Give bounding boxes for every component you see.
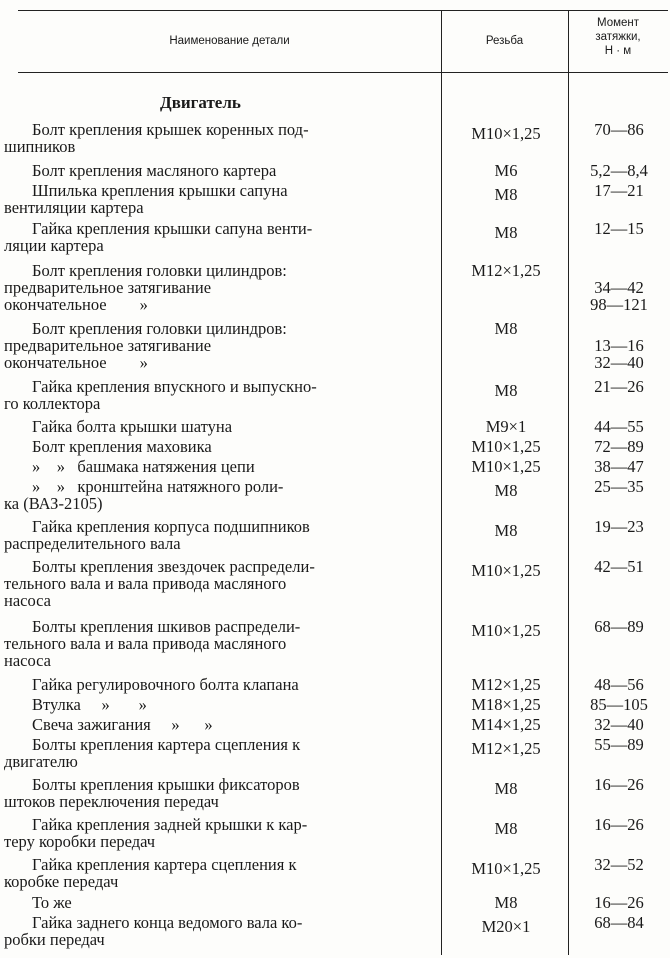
torque-value — [570, 320, 668, 371]
torque-value — [570, 716, 668, 733]
header-thread: Резьба — [485, 35, 524, 47]
torque-value — [570, 418, 668, 435]
column-divider-1 — [441, 10, 442, 955]
thread-size-line: M8 — [494, 521, 518, 540]
torque-value-line — [570, 320, 668, 337]
torque-value — [570, 121, 668, 138]
part-name — [32, 458, 422, 475]
part-name-line: Болт крепления головки цилиндров: — [32, 319, 287, 338]
torque-value-line: 16—26 — [594, 815, 644, 834]
part-name — [4, 477, 422, 513]
part-name-line: го коллектора — [4, 394, 101, 413]
thread-size — [444, 562, 568, 579]
torque-value — [570, 162, 668, 179]
torque-value — [570, 618, 668, 635]
header-torque — [568, 16, 668, 58]
part-name — [4, 855, 422, 891]
torque-value — [570, 776, 668, 793]
part-name-line: То же — [32, 893, 72, 912]
table-header-border — [18, 72, 668, 73]
thread-size — [444, 224, 568, 241]
part-name-line: тельного вала и вала привода масляного — [4, 574, 287, 593]
thread-size-line: M8 — [494, 893, 518, 912]
thread-size — [444, 860, 568, 877]
thread-size-line: M8 — [494, 223, 518, 242]
section-title: Двигатель — [160, 93, 241, 112]
thread-size — [444, 482, 568, 499]
torque-value-line: 68—89 — [594, 617, 644, 636]
thread-size — [444, 162, 568, 179]
torque-value-line: 44—55 — [594, 417, 644, 436]
torque-value-line: 19—23 — [594, 517, 644, 536]
torque-value-line: 38—47 — [594, 457, 644, 476]
thread-size — [444, 820, 568, 837]
header-torque-line2: затяжки, — [595, 31, 641, 43]
part-name — [32, 438, 422, 455]
torque-value-line: 16—26 — [594, 775, 644, 794]
part-name-line: вентиляции картера — [4, 198, 144, 217]
part-name-line: Шпилька крепления крышки сапуна — [32, 181, 288, 200]
thread-size-line: M10×1,25 — [471, 561, 541, 580]
torque-value-line: 12—15 — [594, 219, 644, 238]
torque-value-line: 32—40 — [594, 715, 644, 734]
thread-size — [444, 320, 568, 337]
torque-value — [570, 262, 668, 313]
thread-size-line: M12×1,25 — [471, 675, 541, 694]
part-name — [4, 319, 422, 372]
thread-size-line: M8 — [494, 185, 518, 204]
part-name-line: ляции картера — [4, 236, 104, 255]
thread-size — [444, 894, 568, 911]
torque-value — [570, 914, 668, 931]
torque-value-line: 21—26 — [594, 377, 644, 396]
torque-value-line: 42—51 — [594, 557, 644, 576]
thread-size — [444, 262, 568, 279]
part-name-line: Гайка крепления впускного и выпускно- — [32, 377, 317, 396]
thread-size — [444, 438, 568, 455]
part-name-line: Гайка крепления корпуса подшипников — [32, 517, 310, 536]
thread-size — [444, 186, 568, 203]
part-name — [32, 696, 422, 713]
thread-size-line: M8 — [494, 319, 518, 338]
thread-size — [444, 125, 568, 142]
part-name — [4, 377, 422, 413]
thread-size-line: M14×1,25 — [471, 715, 541, 734]
header-name: Наименование детали — [169, 35, 290, 47]
thread-size — [444, 622, 568, 639]
torque-value-line — [570, 262, 668, 279]
thread-size — [444, 740, 568, 757]
part-name — [4, 120, 422, 156]
thread-size — [444, 418, 568, 435]
thread-size — [444, 522, 568, 539]
torque-value-line: 13—16 — [594, 336, 644, 355]
torque-value — [570, 558, 668, 575]
thread-size-line: M10×1,25 — [471, 859, 541, 878]
part-name-line: Болт крепления маховика — [32, 437, 212, 456]
part-name — [4, 913, 422, 949]
part-name-line: коробке передач — [4, 872, 119, 891]
thread-size-line: M8 — [494, 819, 518, 838]
thread-size — [444, 676, 568, 693]
part-name-line: Болты крепления шкивов распредели- — [32, 617, 301, 636]
torque-value-line: 25—35 — [594, 477, 644, 496]
torque-value — [570, 478, 668, 495]
thread-size-line: M9×1 — [485, 417, 527, 436]
thread-size-line: M20×1 — [481, 917, 531, 936]
thread-size-line: M12×1,25 — [471, 739, 541, 758]
thread-size-line: M8 — [494, 481, 518, 500]
torque-value-line: 16—26 — [594, 893, 644, 912]
part-name — [4, 815, 422, 851]
torque-value — [570, 816, 668, 833]
part-name — [32, 418, 422, 435]
torque-value-line: 17—21 — [594, 181, 644, 200]
part-name-line: штоков переключения передач — [4, 792, 219, 811]
thread-size — [444, 716, 568, 733]
part-name — [4, 735, 422, 771]
part-name-line: окончательное » — [4, 353, 148, 372]
part-name-line: Гайка крепления задней крышки к кар- — [32, 815, 308, 834]
thread-size-line: M6 — [494, 161, 518, 180]
part-name-line: Болт крепления крышек коренных под- — [32, 120, 309, 139]
part-name — [4, 219, 422, 255]
header-torque-line3: Н · м — [604, 45, 632, 57]
part-name — [4, 181, 422, 217]
torque-value — [570, 696, 668, 713]
column-divider-2 — [568, 10, 569, 955]
part-name-line: Гайка крепления картера сцепления к — [32, 855, 297, 874]
part-name — [4, 775, 422, 811]
thread-size — [444, 382, 568, 399]
part-name — [4, 617, 422, 670]
part-name — [32, 162, 422, 179]
part-name-line: Втулка » » — [32, 695, 147, 714]
part-name-line: Болт крепления масляного картера — [32, 161, 277, 180]
torque-value — [570, 182, 668, 199]
torque-value — [570, 458, 668, 475]
thread-size-line: M12×1,25 — [471, 261, 541, 280]
part-name-line: робки передач — [4, 930, 105, 949]
torque-value-line: 5,2—8,4 — [590, 161, 648, 180]
part-name — [4, 557, 422, 610]
torque-value-line: 85—105 — [590, 695, 648, 714]
torque-value — [570, 736, 668, 753]
part-name-line: Болты крепления звездочек распредели- — [32, 557, 315, 576]
part-name-line: Свеча зажигания » » — [32, 715, 213, 734]
part-name-line: ка (ВАЗ-2105) — [4, 494, 103, 513]
part-name-line: тельного вала и вала привода масляного — [4, 634, 287, 653]
part-name-line: распределительного вала — [4, 534, 181, 553]
part-name-line: Гайка регулировочного болта клапана — [32, 675, 299, 694]
torque-value-line: 70—86 — [594, 120, 644, 139]
torque-value-line: 55—89 — [594, 735, 644, 754]
thread-size — [444, 918, 568, 935]
torque-value — [570, 894, 668, 911]
part-name-line: двигателю — [4, 752, 78, 771]
torque-value-line: 32—52 — [594, 855, 644, 874]
thread-size-line: M10×1,25 — [471, 124, 541, 143]
torque-value-line: 98—121 — [590, 295, 648, 314]
torque-value-line: 32—40 — [594, 353, 644, 372]
part-name-line: Болты крепления крышки фиксаторов — [32, 775, 300, 794]
torque-value-line: 72—89 — [594, 437, 644, 456]
thread-size-line: M8 — [494, 779, 518, 798]
torque-value — [570, 518, 668, 535]
torque-value — [570, 220, 668, 237]
torque-value — [570, 856, 668, 873]
part-name-line: окончательное » — [4, 295, 148, 314]
torque-value-line: 48—56 — [594, 675, 644, 694]
part-name-line: Гайка крепления крышки сапуна венти- — [32, 219, 313, 238]
part-name-line: Гайка болта крышки шатуна — [32, 417, 233, 436]
table-top-border — [18, 10, 668, 11]
part-name-line: » » башмака натяжения цепи — [32, 457, 255, 476]
part-name — [4, 261, 422, 314]
header-torque-line1: Момент — [596, 17, 640, 29]
part-name — [32, 716, 422, 733]
thread-size — [444, 696, 568, 713]
part-name — [32, 676, 422, 693]
part-name-line: » » кронштейна натяжного роли- — [32, 477, 284, 496]
thread-size-line: M8 — [494, 381, 518, 400]
part-name-line: Болт крепления головки цилиндров: — [32, 261, 287, 280]
part-name-line: насоса — [4, 591, 51, 610]
torque-value — [570, 378, 668, 395]
part-name-line: шипников — [4, 137, 76, 156]
torque-value-line: 34—42 — [594, 278, 644, 297]
part-name-line: предварительное затягивание — [4, 336, 212, 355]
thread-size — [444, 780, 568, 797]
part-name-line: теру коробки передач — [4, 832, 156, 851]
part-name — [32, 894, 422, 911]
part-name-line: насоса — [4, 651, 51, 670]
thread-size — [444, 458, 568, 475]
thread-size-line: M10×1,25 — [471, 621, 541, 640]
torque-value-line: 68—84 — [594, 913, 644, 932]
part-name — [4, 517, 422, 553]
thread-size-line: M10×1,25 — [471, 437, 541, 456]
torque-value — [570, 438, 668, 455]
part-name-line: Болты крепления картера сцепления к — [32, 735, 301, 754]
part-name-line: предварительное затягивание — [4, 278, 212, 297]
thread-size-line: M10×1,25 — [471, 457, 541, 476]
torque-value — [570, 676, 668, 693]
part-name-line: Гайка заднего конца ведомого вала ко- — [32, 913, 303, 932]
thread-size-line: M18×1,25 — [471, 695, 541, 714]
